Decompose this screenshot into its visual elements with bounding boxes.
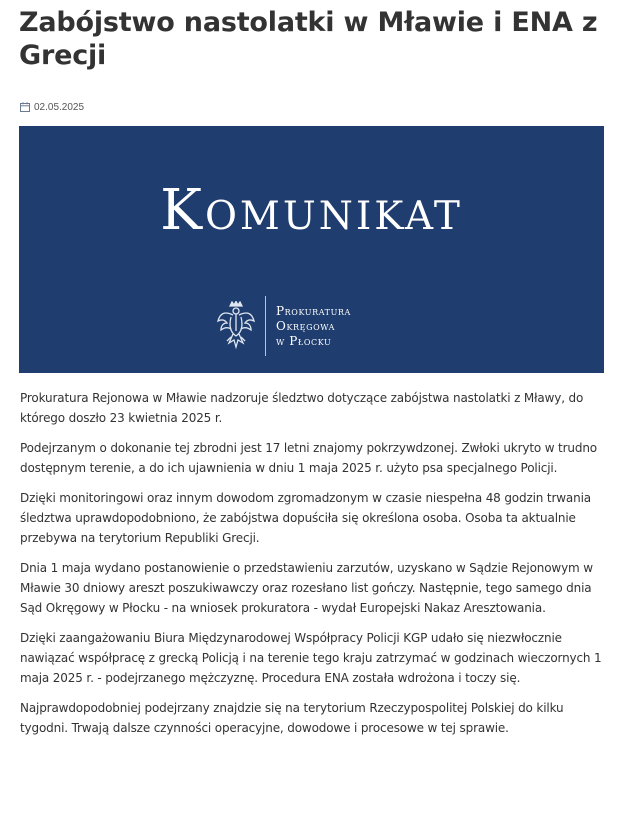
banner-heading: Komunikat [160,178,463,243]
banner-divider [265,296,266,356]
article-paragraph: Dzięki monitoringowi oraz innym dowodom zgromadzonym w czasie niespełna 48 godzin trwania śledztwa uprawdopodobniono, że zabójstwa dopuściła się określona osoba. Osoba ta aktualnie przebywa na terytorium Republiki Grecji. [20,491,591,545]
article-paragraph: Dnia 1 maja wydano postanowienie o przedstawieniu zarzutów, uzyskano w Sądzie Rejonowym w Mławie 30 dniowy areszt poszukiwawczy oraz rozesłano list gończy. Następnie, tego samego dnia Sąd Okręgowy w Płocku - na wniosek prokuratora - wydał Europejski Nakaz Aresztowania. [20,561,593,615]
article-body [20,388,610,748]
article-paragraph: Prokuratura Rejonowa w Mławie nadzoruje śledztwo dotyczące zabójstwa nastolatki z Mławy, do którego doszło 23 kwietnia 2025 r. [20,391,584,425]
article-paragraph: Dzięki zaangażowaniu Biura Międzynarodowej Współpracy Policji KGP udało się niezwłocznie nawiązać współpracę z grecką Policją i na terenie tego kraju zatrzymać w godzinach wieczornych 1 maja 2025 r. - podejrzanego mężczyznę. Procedura ENA została wdrożona i toczy się. [20,631,602,685]
institution-name [276,304,351,349]
institution-line-3: w Płocku [276,334,332,348]
article-title: Zabójstwo nastolatki w Mławie i ENA z Grecji [19,7,598,71]
institution-line-1: Prokuratura [276,304,351,318]
article-date-row [20,100,84,114]
institution-line-2: Okręgowa [276,319,336,333]
calendar-icon [20,102,30,112]
polish-eagle-emblem-icon [216,301,256,351]
komunikat-banner [19,126,604,373]
article-date: 02.05.2025 [34,101,85,113]
article-paragraph: Podejrzanym o dokonanie tej zbrodni jest 17 letni znajomy pokrzywdzonej. Zwłoki ukryto w trudno dostępnym terenie, a do ich ujawnienia w dniu 1 maja 2025 r. użyto psa specjalnego Policji. [20,441,597,475]
article-paragraph: Najprawdopodobniej podejrzany znajdzie się na terytorium Rzeczypospolitej Polskiej do kilku tygodni. Trwają dalsze czynności operacyjne, dowodowe i procesowe w tej sprawie. [20,701,564,735]
